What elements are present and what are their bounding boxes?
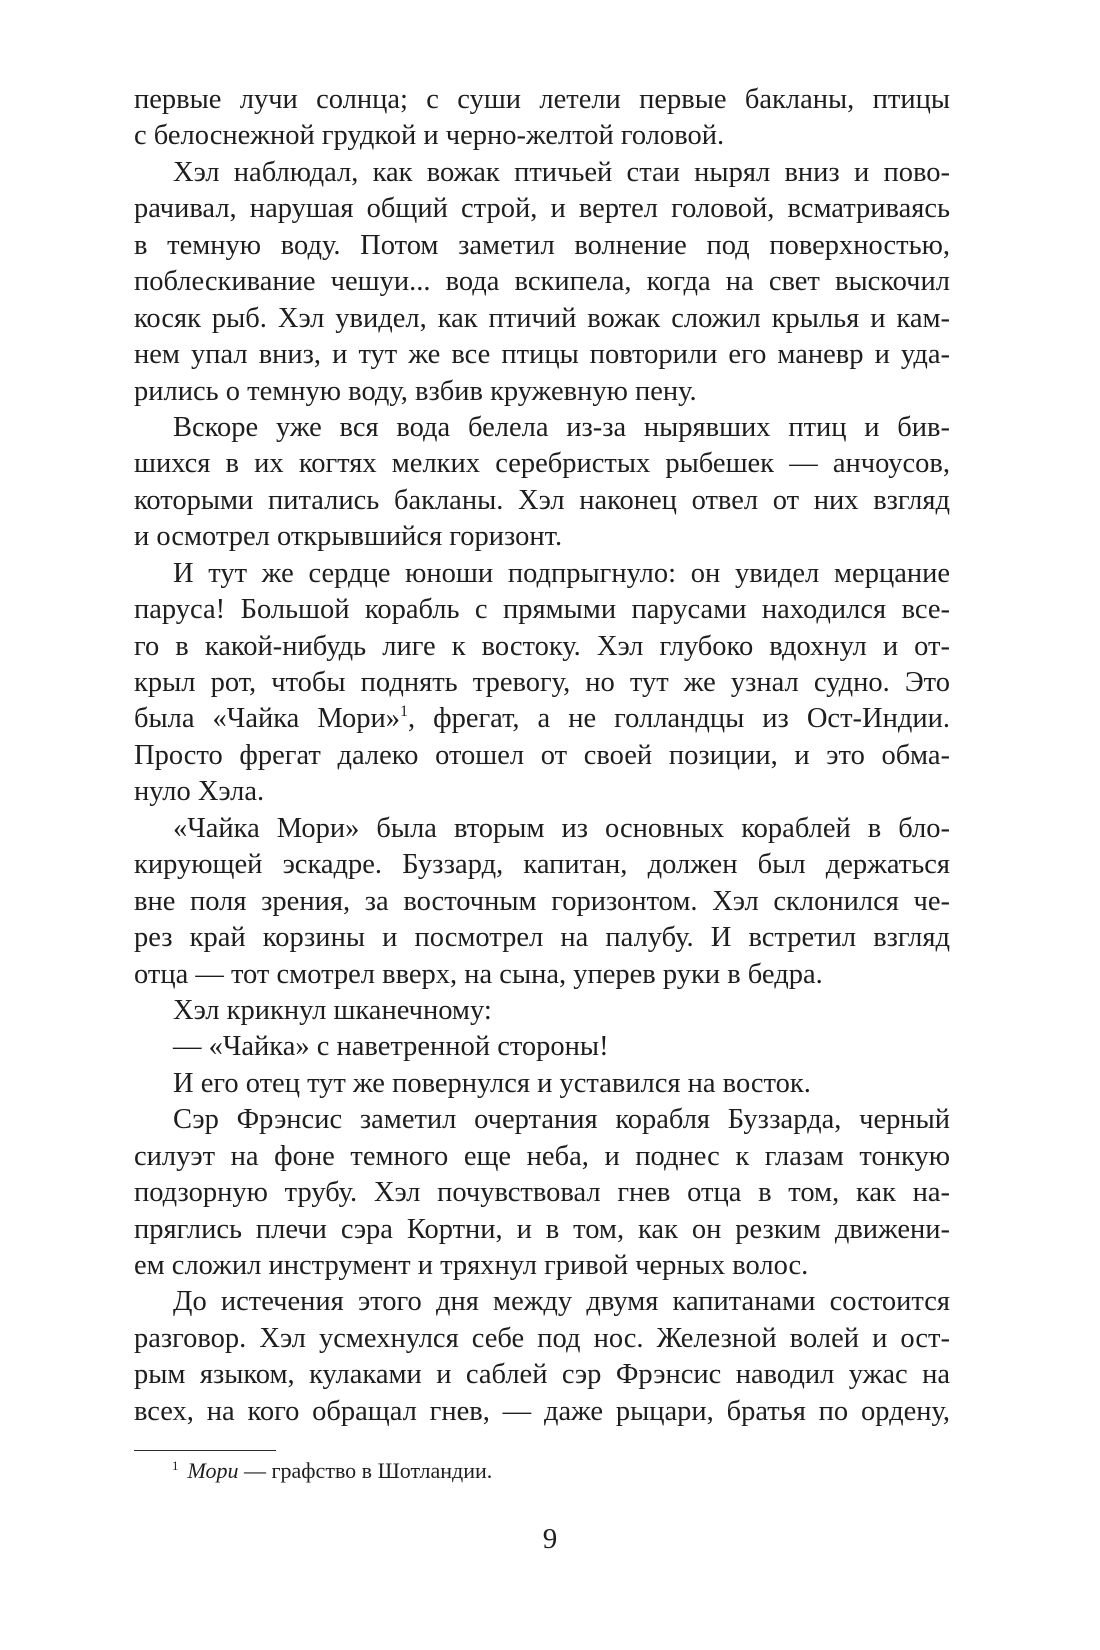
text-segment: была «Чайка Мори»: [134, 703, 400, 735]
text-segment: , фрегат, а не голландцы из Ост-Индии.: [407, 703, 950, 735]
text-line: Сэр Фрэнсис заметил очертания корабля Буззарда, черный: [173, 1104, 950, 1136]
text-line: — «Чайка» с наветренной стороны!: [173, 1031, 609, 1063]
footnote-separator: [134, 1450, 276, 1451]
text-line: разговор. Хэл усмехнулся себе под нос. Железной волей и ост-: [134, 1322, 950, 1354]
text-line: До истечения этого дня между двумя капитанами состоится: [173, 1286, 950, 1318]
text-line: шихся в их когтях мелких серебристых рыбешек — анчоусов,: [134, 448, 950, 480]
text-line: паруса! Большой корабль с прямыми парусами находился все-: [134, 594, 950, 626]
text-line: в темную воду. Потом заметил волнение под поверхностью,: [134, 229, 950, 261]
text-line: Просто фрегат далеко отошел от своей позиции, и это обма-: [134, 739, 950, 771]
text-line: ем сложил инструмент и тряхнул гривой черных волос.: [134, 1250, 809, 1281]
text-line: нуло Хэла.: [134, 776, 265, 808]
text-line: [134, 701, 950, 737]
footnote-reference[interactable]: 1: [399, 703, 408, 721]
text-line: И тут же сердце юноши подпрыгнуло: он увидел мерцание: [173, 557, 950, 589]
text-line: всех, на кого обращал гнев, — даже рыцари, братья по ордену,: [134, 1395, 950, 1427]
footnote-text: — графство в Шотландии.: [238, 1458, 493, 1483]
footnote: [172, 1457, 492, 1485]
text-line: «Чайка Мори» была вторым из основных кораблей в бло-: [173, 812, 950, 844]
text-line: рым языком, кулаками и саблей сэр Фрэнсис наводил ужас на: [134, 1359, 950, 1391]
page-number: 9: [542, 1523, 558, 1555]
footnote-term: Мори: [187, 1458, 239, 1483]
text-line: косяк рыб. Хэл увидел, как птичий вожак сложил крылья и кам-: [134, 302, 950, 334]
text-line: рез край корзины и посмотрел на палубу. И встретил взгляд: [134, 922, 950, 954]
text-line: поблескивание чешуи... вода вскипела, когда на свет выскочил: [134, 266, 950, 298]
text-line: силуэт на фоне темного еще неба, и поднес к глазам тонкую: [134, 1140, 950, 1172]
text-line: нем упал вниз, и тут же все птицы повторили его маневр и уда-: [134, 339, 950, 371]
text-line: Хэл наблюдал, как вожак птичьей стаи нырял вниз и пово-: [173, 156, 950, 188]
text-line: кирующей эскадре. Буззард, капитан, должен был держаться: [134, 849, 950, 881]
footnote-mark: 1: [172, 1458, 179, 1473]
text-line: отца — тот смотрел вверх, на сына, уперев руки в бедра.: [134, 958, 823, 990]
text-line: рачивал, нарушая общий строй, и вертел головой, всматриваясь: [134, 193, 950, 225]
text-line: го в какой-нибудь лиге к востоку. Хэл глубоко вдохнул и от-: [134, 630, 950, 662]
text-line: рились о темную воду, взбив кружевную пену.: [134, 375, 697, 407]
text-line: крыл рот, чтобы поднять тревогу, но тут же узнал судно. Это: [134, 667, 950, 698]
text-line: И его отец тут же повернулся и уставился на восток.: [173, 1067, 811, 1099]
text-line: Хэл крикнул шканечному:: [173, 994, 492, 1026]
text-line: первые лучи солнца; с суши летели первые бакланы, птицы: [134, 84, 950, 115]
text-line: Вскоре уже вся вода белела из-за нырявших птиц и бив-: [173, 411, 950, 443]
text-line: и осмотрел открывшийся горизонт.: [134, 521, 563, 553]
text-line: с белоснежной грудкой и черно-желтой головой.: [134, 120, 725, 152]
text-line: которыми питались бакланы. Хэл наконец отвел от них взгляд: [134, 484, 950, 516]
text-line: вне поля зрения, за восточным горизонтом. Хэл склонился че-: [134, 885, 950, 917]
text-line: пряглись плечи сэра Кортни, и в том, как он резким движени-: [134, 1213, 950, 1245]
body-text: [134, 82, 950, 1430]
text-line: подзорную трубу. Хэл почувствовал гнев отца в том, как на-: [134, 1177, 950, 1209]
